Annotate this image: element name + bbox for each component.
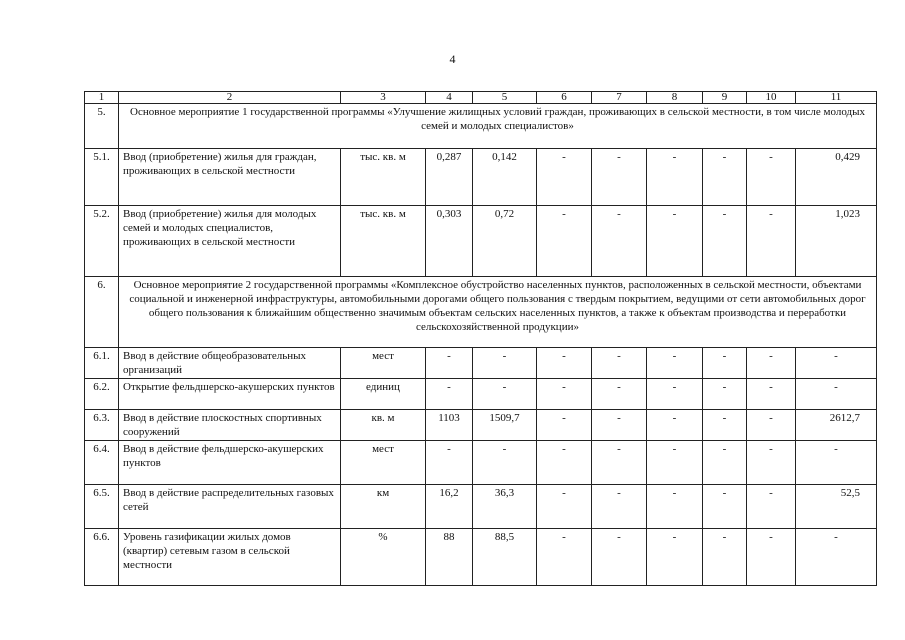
table-row xyxy=(85,529,877,586)
indicator-name: Ввод в действие фельдшерско-акушерских пунктов xyxy=(119,441,341,485)
indicator-name: Ввод в действие распределительных газовых сетей xyxy=(119,485,341,529)
value-cell: - xyxy=(647,149,703,206)
column-number-3: 3 xyxy=(341,92,426,104)
value-cell: 1103 xyxy=(426,410,473,441)
total-cell: 52,5 xyxy=(796,485,877,529)
table-row xyxy=(85,410,877,441)
value-cell: 88 xyxy=(426,529,473,586)
value-cell: - xyxy=(747,379,796,410)
value-cell: - xyxy=(537,379,592,410)
value-cell: - xyxy=(747,206,796,277)
value-cell: - xyxy=(537,149,592,206)
value-cell: - xyxy=(647,529,703,586)
section-title: Основное мероприятие 2 государственной программы «Комплексное обустройство населенных пунктов, расположенных в сельской местности, объектами социальной и инженерной инфраструктуры, автомобильными дорогами общего пользования с твердым покрытием, ведущими от сети автомобильных дорог общего пользования к ближайшим общественно значимым объектам сельских населенных пунктов, а также к объектам производства и переработки сельскохозяйственной продукции» xyxy=(119,277,877,348)
unit-cell: единиц xyxy=(341,379,426,410)
unit-cell: мест xyxy=(341,348,426,379)
value-cell: 0,287 xyxy=(426,149,473,206)
row-number: 6.6. xyxy=(85,529,119,586)
column-number-header-row xyxy=(85,92,877,104)
column-number-11: 11 xyxy=(796,92,877,104)
value-cell: - xyxy=(592,529,647,586)
table-row xyxy=(85,206,877,277)
value-cell: 1509,7 xyxy=(473,410,537,441)
value-cell: - xyxy=(537,441,592,485)
column-number-9: 9 xyxy=(703,92,747,104)
page-number: 4 xyxy=(449,52,456,66)
section-number: 6. xyxy=(85,277,119,348)
column-number-4: 4 xyxy=(426,92,473,104)
value-cell: - xyxy=(703,529,747,586)
value-cell: - xyxy=(537,529,592,586)
table-row xyxy=(85,485,877,529)
unit-cell: тыс. кв. м xyxy=(341,149,426,206)
row-number: 5.1. xyxy=(85,149,119,206)
value-cell: - xyxy=(592,485,647,529)
value-cell: - xyxy=(703,379,747,410)
total-cell: - xyxy=(796,348,877,379)
value-cell: - xyxy=(592,206,647,277)
value-cell: - xyxy=(647,348,703,379)
total-cell: 2612,7 xyxy=(796,410,877,441)
column-number-5: 5 xyxy=(473,92,537,104)
value-cell: - xyxy=(426,379,473,410)
unit-cell: % xyxy=(341,529,426,586)
value-cell: - xyxy=(537,348,592,379)
column-number-7: 7 xyxy=(592,92,647,104)
unit-cell: км xyxy=(341,485,426,529)
unit-cell: кв. м xyxy=(341,410,426,441)
value-cell: - xyxy=(473,441,537,485)
total-cell: - xyxy=(796,441,877,485)
unit-cell: мест xyxy=(341,441,426,485)
indicator-name: Ввод в действие общеобразовательных организаций xyxy=(119,348,341,379)
value-cell: - xyxy=(647,206,703,277)
value-cell: - xyxy=(703,441,747,485)
table-row xyxy=(85,149,877,206)
section-row xyxy=(85,277,877,348)
value-cell: - xyxy=(747,441,796,485)
value-cell: 0,303 xyxy=(426,206,473,277)
unit-cell: тыс. кв. м xyxy=(341,206,426,277)
indicator-name: Ввод (приобретение) жилья для граждан, проживающих в сельской местности xyxy=(119,149,341,206)
value-cell: - xyxy=(473,348,537,379)
value-cell: - xyxy=(703,206,747,277)
value-cell: - xyxy=(592,379,647,410)
total-cell: - xyxy=(796,529,877,586)
column-number-8: 8 xyxy=(647,92,703,104)
value-cell: - xyxy=(426,441,473,485)
total-cell: 1,023 xyxy=(796,206,877,277)
value-cell: - xyxy=(592,410,647,441)
value-cell: - xyxy=(703,348,747,379)
value-cell: - xyxy=(747,149,796,206)
value-cell: - xyxy=(473,379,537,410)
indicator-name: Открытие фельдшерско-акушерских пунктов xyxy=(119,379,341,410)
value-cell: - xyxy=(647,410,703,441)
column-number-2: 2 xyxy=(119,92,341,104)
section-row xyxy=(85,104,877,149)
table-row xyxy=(85,348,877,379)
section-title: Основное мероприятие 1 государственной программы «Улучшение жилищных условий граждан, проживающих в сельской местности, в том числе молодых семей и молодых специалистов» xyxy=(119,104,877,149)
value-cell: 0,142 xyxy=(473,149,537,206)
row-number: 6.1. xyxy=(85,348,119,379)
value-cell: 88,5 xyxy=(473,529,537,586)
value-cell: 0,72 xyxy=(473,206,537,277)
value-cell: - xyxy=(747,485,796,529)
value-cell: - xyxy=(537,206,592,277)
total-cell: 0,429 xyxy=(796,149,877,206)
value-cell: - xyxy=(592,149,647,206)
indicator-name: Ввод в действие плоскостных спортивных сооружений xyxy=(119,410,341,441)
value-cell: 36,3 xyxy=(473,485,537,529)
row-number: 6.5. xyxy=(85,485,119,529)
table-row xyxy=(85,379,877,410)
total-cell: - xyxy=(796,379,877,410)
value-cell: - xyxy=(747,529,796,586)
row-number: 6.3. xyxy=(85,410,119,441)
value-cell: - xyxy=(647,441,703,485)
value-cell: - xyxy=(537,410,592,441)
row-number: 6.2. xyxy=(85,379,119,410)
indicators-table xyxy=(84,91,877,586)
value-cell: - xyxy=(747,348,796,379)
column-number-1: 1 xyxy=(85,92,119,104)
value-cell: - xyxy=(592,441,647,485)
column-number-10: 10 xyxy=(747,92,796,104)
value-cell: - xyxy=(426,348,473,379)
section-number: 5. xyxy=(85,104,119,149)
column-number-6: 6 xyxy=(537,92,592,104)
value-cell: - xyxy=(703,149,747,206)
value-cell: - xyxy=(647,379,703,410)
row-number: 6.4. xyxy=(85,441,119,485)
table-row xyxy=(85,441,877,485)
value-cell: - xyxy=(703,410,747,441)
value-cell: - xyxy=(747,410,796,441)
indicator-name: Уровень газификации жилых домов (квартир) сетевым газом в сельской местности xyxy=(119,529,341,586)
indicator-name: Ввод (приобретение) жилья для молодых семей и молодых специалистов, проживающих в сельской местности xyxy=(119,206,341,277)
value-cell: - xyxy=(647,485,703,529)
value-cell: 16,2 xyxy=(426,485,473,529)
value-cell: - xyxy=(592,348,647,379)
value-cell: - xyxy=(537,485,592,529)
value-cell: - xyxy=(703,485,747,529)
row-number: 5.2. xyxy=(85,206,119,277)
